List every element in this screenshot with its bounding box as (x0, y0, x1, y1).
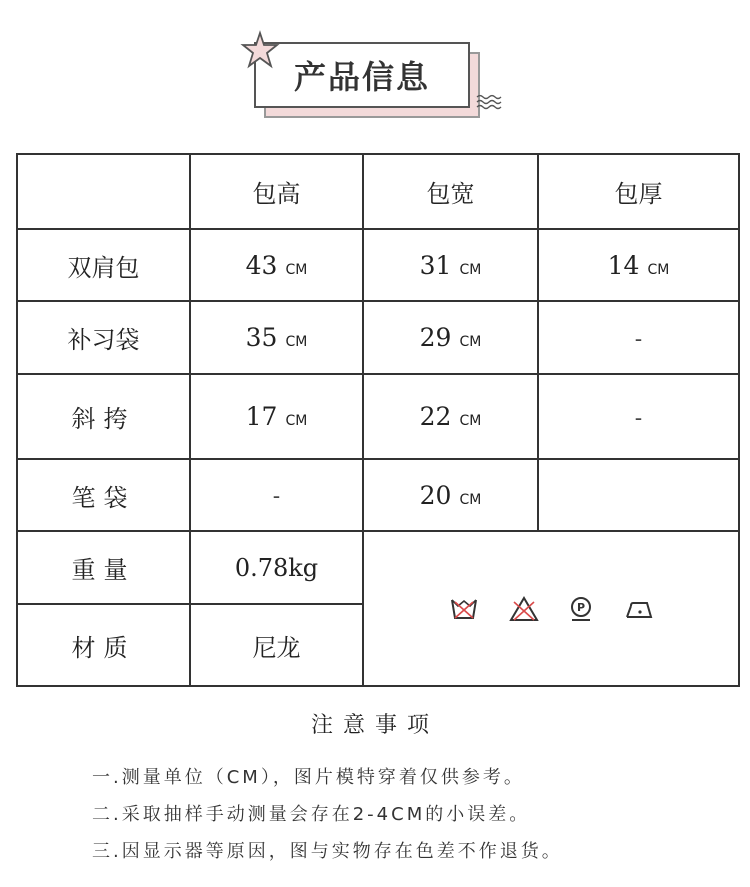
cell-height: 35 CM (190, 301, 363, 374)
note-item: 一.测量单位（CM），图片模特穿着仅供参考。 (92, 767, 525, 788)
cell-height: 17 CM (190, 374, 363, 459)
cell-width: 29 CM (363, 301, 538, 374)
care-icons-cell (363, 531, 739, 686)
table-row (17, 301, 739, 374)
row-label: 双肩包 (17, 229, 190, 301)
iron-low-icon (623, 598, 653, 620)
material-label: 材质 (17, 604, 190, 686)
cell-depth: - (538, 301, 739, 374)
header-cell: 包高 (190, 154, 363, 229)
note-item: 三.因显示器等原因，图与实物存在色差不作退货。 (92, 841, 563, 862)
row-label: 笔袋 (17, 459, 190, 531)
cell-depth (538, 459, 739, 531)
weight-label: 重量 (17, 531, 190, 604)
star-icon (240, 30, 280, 70)
title-banner (240, 30, 520, 130)
page-title: 产品信息 (254, 42, 470, 108)
cell-width: 31 CM (363, 229, 538, 301)
no-bleach-icon (509, 596, 539, 622)
weight-value: 0.78kg (190, 531, 363, 604)
table-row (17, 229, 739, 301)
cell-height: 43 CM (190, 229, 363, 301)
notes-title: 注意事项 (310, 713, 439, 738)
header-cell: 包厚 (538, 154, 739, 229)
cell-width: 22 CM (363, 374, 538, 459)
dry-clean-p-icon (569, 596, 593, 622)
cell-width: 20 CM (363, 459, 538, 531)
waves-icon (476, 94, 504, 110)
cell-height: - (190, 459, 363, 531)
table-row (17, 459, 739, 531)
note-item: 二.采取抽样手动测量会存在2-4CM的小误差。 (92, 804, 531, 825)
row-label: 补习袋 (17, 301, 190, 374)
table-row (17, 531, 739, 604)
table-row (17, 374, 739, 459)
hand-wash-icon (449, 597, 479, 621)
svg-text:P: P (576, 600, 586, 614)
material-value: 尼龙 (190, 604, 363, 686)
header-cell: 包宽 (363, 154, 538, 229)
table-header-row (17, 154, 739, 229)
product-info-table (16, 153, 740, 687)
header-corner (17, 154, 190, 229)
row-label: 斜挎 (17, 374, 190, 459)
cell-depth: 14 CM (538, 229, 739, 301)
cell-depth: - (538, 374, 739, 459)
